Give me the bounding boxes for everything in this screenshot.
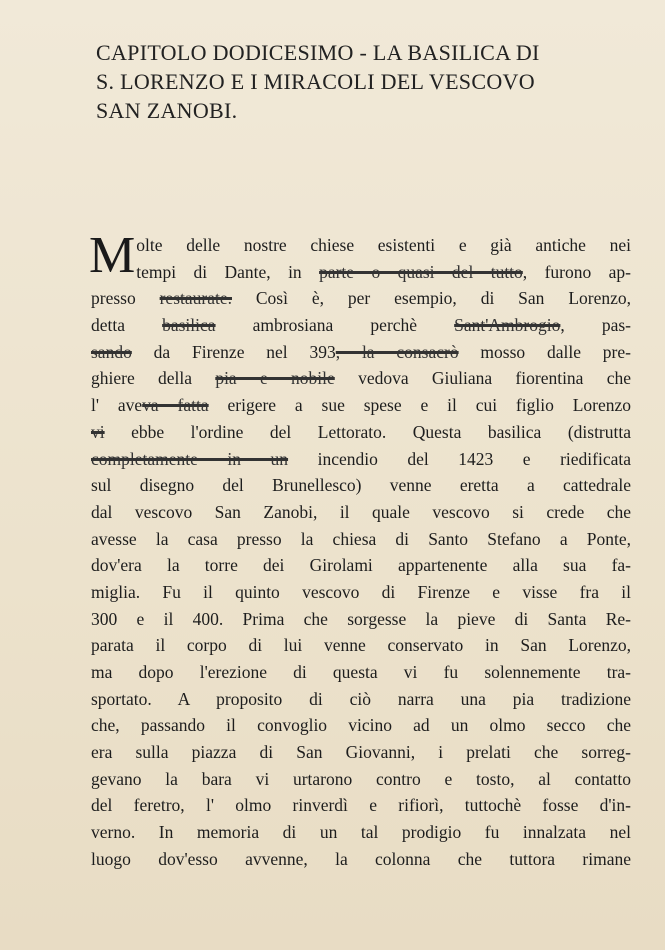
struck-text: Sant'Ambrogio: [454, 315, 561, 336]
text-segment: mosso dalle pre-: [458, 341, 631, 362]
text-line: [91, 365, 631, 392]
chapter-title-line: CAPITOLO DODICESIMO - LA BASILICA DI: [96, 40, 540, 65]
text-line: verno. In memoria di un tal prodigio fu innalzata nel: [91, 822, 631, 843]
text-segment: da Firenze nel 393: [131, 341, 336, 362]
text-line: [91, 392, 631, 419]
text-segment: l' ave: [91, 395, 143, 416]
text-segment: incendio del 1423 e riedificata: [288, 448, 631, 469]
struck-text: va fatta: [142, 395, 209, 416]
text-line: luogo dov'esso avvenne, la colonna che tuttora rimane: [91, 848, 631, 869]
text-segment: ghiere della: [91, 368, 216, 389]
chapter-title: [96, 38, 646, 125]
text-segment: erigere a sue spese e il cui figlio Lorenzo: [208, 395, 632, 416]
text-segment: , furono ap-: [522, 261, 631, 282]
text-line: [91, 419, 631, 446]
struck-text: , la consacrò: [335, 341, 459, 362]
struck-text: basilica: [162, 315, 216, 336]
chapter-title-line: SAN ZANOBI.: [96, 98, 238, 123]
struck-text: completamente in un: [91, 448, 289, 469]
text-line: dal vescovo San Zanobi, il quale vescovo si crede che: [91, 501, 631, 522]
struck-text: vi: [91, 421, 105, 442]
text-line: sul disegno del Brunellesco) venne eretta a cattedrale: [91, 475, 631, 496]
text-line: del feretro, l' olmo rinverdì e rifiorì, tuttochè fosse d'in-: [91, 795, 631, 816]
text-line: sportato. A proposito di ciò narra una pia tradizione: [91, 688, 631, 709]
text-segment: , pas-: [560, 315, 632, 336]
text-line: [91, 285, 631, 312]
text-segment: detta: [91, 315, 163, 336]
text-line: [91, 446, 631, 473]
struck-text: sando: [91, 341, 132, 362]
text-line: avesse la casa presso la chiesa di Santo Stefano a Ponte,: [91, 528, 631, 549]
text-line: dov'era la torre dei Girolami appartenente alla sua fa-: [91, 555, 631, 576]
text-line: [91, 259, 631, 286]
text-segment: vedova Giuliana fiorentina che: [334, 368, 632, 389]
text-line: miglia. Fu il quinto vescovo di Firenze e visse fra il: [91, 581, 631, 602]
text-line: [91, 339, 631, 366]
struck-text: parte o quasi del tutto: [319, 261, 523, 282]
text-line: 300 e il 400. Prima che sorgesse la pieve di Santa Re-: [91, 608, 631, 629]
text-segment: tempi di Dante, in: [136, 261, 320, 282]
text-line: che, passando il convoglio vicino ad un olmo secco che: [91, 715, 631, 736]
text-segment: ebbe l'ordine del Lettorato. Questa basilica (distrutta: [104, 421, 631, 442]
text-segment: Così è, per esempio, di San Lorenzo,: [232, 288, 631, 309]
text-line: [91, 312, 631, 339]
struck-text: pia e nobile: [215, 368, 335, 389]
text-line: gevano la bara vi urtarono contro e tosto, al contatto: [91, 768, 631, 789]
text-segment: ambrosiana perchè: [215, 315, 455, 336]
chapter-title-line: S. LORENZO E I MIRACOLI DEL VESCOVO: [96, 69, 535, 94]
text-segment: presso: [91, 288, 160, 309]
drop-cap: M: [89, 227, 136, 284]
text-line: era sulla piazza di San Giovanni, i prelati che sorreg-: [91, 742, 631, 763]
struck-text: restaurate.: [159, 288, 232, 309]
text-line: ma dopo l'erezione di questa vi fu solennemente tra-: [91, 662, 631, 682]
body-paragraph: [89, 227, 632, 873]
text-line: parata il corpo di lui venne conservato in San Lorenzo,: [91, 635, 631, 656]
text-segment: olte delle nostre chiese esistenti e già antiche nei: [136, 235, 631, 255]
